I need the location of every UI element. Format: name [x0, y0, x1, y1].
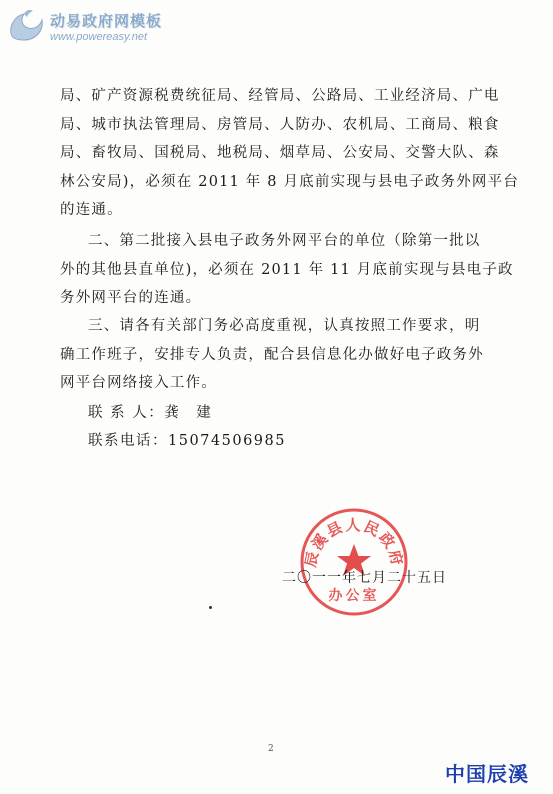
paragraph-3 — [60, 312, 500, 398]
paragraph-2 — [60, 227, 514, 313]
text-line: 二、第二批接入县电子政务外网平台的单位（除第一批以 — [88, 233, 481, 249]
contact-phone: 联系电话：15074506985 — [88, 433, 286, 449]
footer-brand: 中国辰溪 — [445, 762, 529, 786]
contact-person: 联 系 人：龚 建 — [88, 405, 213, 421]
text-line: 局、畜牧局、国税局、地税局、烟草局、公安局、交警大队、森 — [60, 145, 500, 161]
seal-subtext: 办公室 — [328, 588, 380, 604]
ink-dot — [209, 606, 212, 609]
text-line: 外的其他县直单位)，必须在 2011 年 11 月底前实现与县电子政 — [60, 261, 514, 278]
text-line: 林公安局)，必须在 2011 年 8 月底前实现与县电子政务外网平台 — [60, 173, 520, 190]
text-line: 三、请各有关部门务必高度重视，认真按照工作要求，明 — [88, 318, 481, 334]
watermark-title: 动易政府网模板 — [50, 12, 163, 30]
page-number: 2 — [268, 744, 274, 754]
text-line: 的连通。 — [60, 202, 123, 218]
text-line: 网平台网络接入工作。 — [60, 375, 217, 391]
swan-logo-icon — [6, 6, 46, 44]
official-seal-stamp — [298, 506, 410, 618]
watermark-logo — [6, 6, 166, 46]
document-date: 二〇一一年七月二十五日 — [282, 570, 447, 586]
text-line: 确工作班子，安排专人负责，配合县信息化办做好电子政务外 — [60, 346, 484, 363]
seal-text: 辰溪县人民政府 — [301, 516, 407, 569]
paragraph-1 — [60, 82, 520, 225]
text-line: 局、矿产资源税费统征局、经管局、公路局、工业经济局、广电 — [60, 88, 500, 104]
watermark-url: www.powereasy.net — [50, 31, 148, 43]
text-line: 局、城市执法管理局、房管局、人防办、农机局、工商局、粮食 — [60, 116, 500, 133]
text-line: 务外网平台的连通。 — [60, 290, 202, 306]
